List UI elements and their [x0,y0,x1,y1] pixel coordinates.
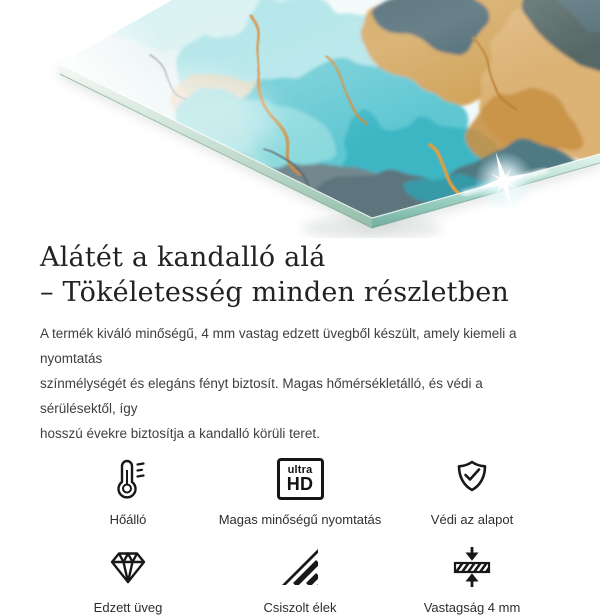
feature-label: Magas minőségű nyomtatás [218,512,382,527]
ultra-hd-icon: ultra HD [277,458,324,500]
headline-line2: – Tökéletesség minden részletben [40,277,509,308]
feature-polished-edges [214,542,386,616]
feature-label: Edzett üveg [93,600,163,615]
feature-label: Vastagság 4 mm [423,600,521,615]
product-image-glass-panel [0,0,600,238]
description-line: színmélységét és elegáns fényt biztosít. Magas hőmérsékletálló, és védi a sérülésektől, így [40,376,483,416]
polished-edges-icon [278,545,322,589]
feature-protects-base [386,454,558,528]
feature-label: Csiszolt élek [263,600,337,615]
diamond-icon [106,545,150,589]
feature-thickness [386,542,558,616]
product-description [40,321,560,446]
feature-label: Hőálló [109,512,147,527]
feature-print-quality [214,454,386,528]
page-title [40,240,560,310]
thermometer-icon [106,457,150,501]
feature-heat-resistant [42,454,214,528]
shield-check-icon [450,457,494,501]
description-line: hosszú évekre biztosítja a kandalló körüli teret. [40,426,320,441]
description-line: A termék kiváló minőségű, 4 mm vastag edzett üvegből készült, amely kiemeli a nyomtatás [40,326,517,366]
headline-line1: Alátét a kandalló alá [40,242,326,273]
feature-grid [40,454,560,616]
product-description-section [0,240,600,616]
thickness-icon [450,545,494,589]
feature-label: Védi az alapot [430,512,514,527]
feature-tempered-glass [42,542,214,616]
